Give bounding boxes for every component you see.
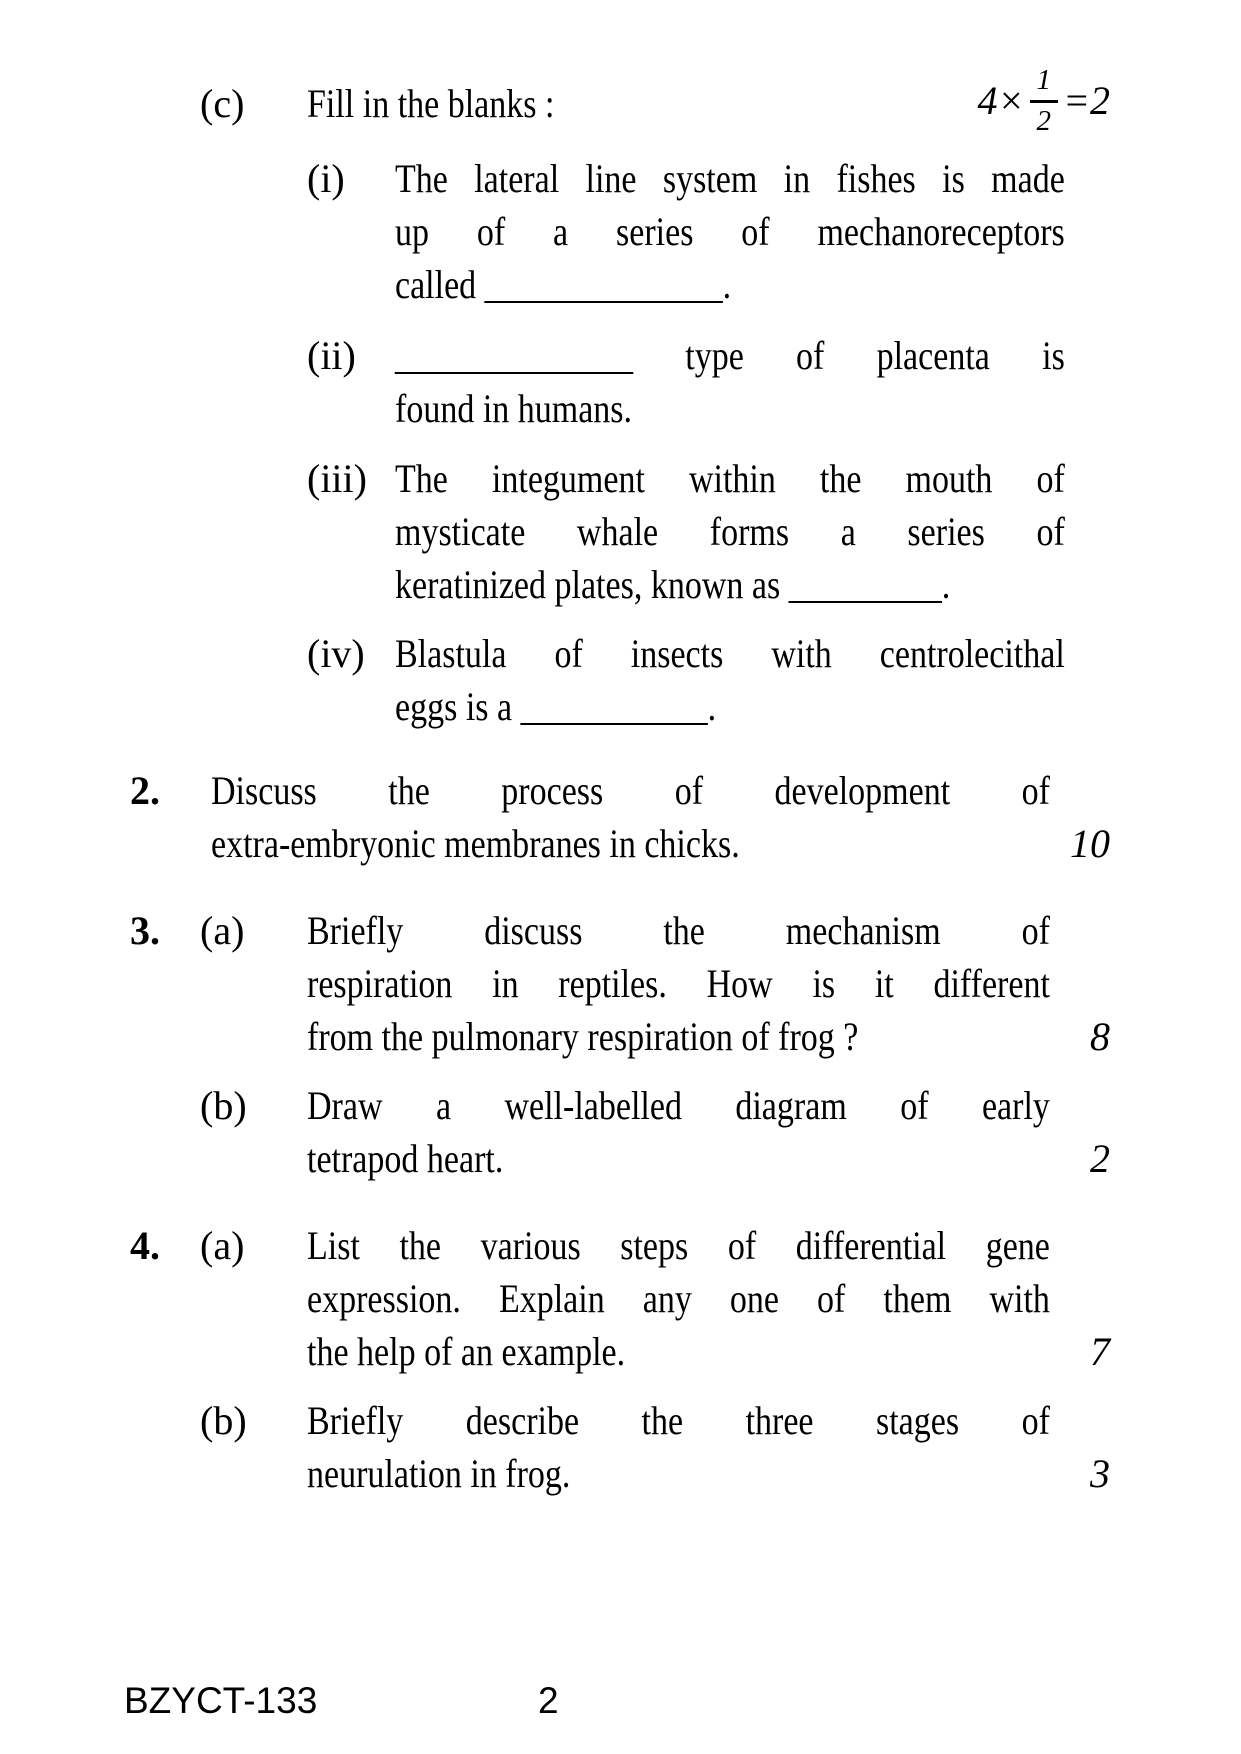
text-line: expression. Explain any one of them with bbox=[307, 1276, 1050, 1321]
text-line: found in humans. bbox=[395, 386, 633, 431]
question-number bbox=[130, 1079, 200, 1185]
question-number: 4. bbox=[130, 1223, 160, 1268]
text-line: Discuss the process of development of bbox=[211, 768, 1050, 813]
marks-formula bbox=[978, 65, 1111, 138]
text-line: respiration in reptiles. How is it different bbox=[307, 961, 1050, 1006]
text-line: tetrapod heart. bbox=[307, 1136, 504, 1181]
text-line: extra-embryonic membranes in chicks. bbox=[211, 821, 740, 866]
fill-item-ii bbox=[307, 329, 1110, 435]
formula-tail: =2 bbox=[1063, 78, 1110, 124]
item-label: (ii) bbox=[307, 333, 356, 378]
item-text bbox=[395, 452, 1065, 611]
question-4a bbox=[130, 1219, 1110, 1378]
question-3a bbox=[130, 904, 1110, 1063]
text-line: The integument within the mouth of bbox=[395, 456, 1065, 501]
fill-item-iii bbox=[307, 452, 1110, 611]
fraction-denominator: 2 bbox=[1036, 104, 1051, 137]
question-number bbox=[130, 1394, 200, 1500]
fraction-numerator: 1 bbox=[1030, 65, 1059, 103]
course-code: BZYCT-133 bbox=[124, 1680, 318, 1721]
fill-item-i bbox=[307, 152, 1110, 311]
question-text bbox=[307, 904, 1050, 1063]
item-label: (iv) bbox=[307, 631, 365, 676]
page-number: 2 bbox=[538, 1680, 559, 1721]
text-line: up of a series of mechanoreceptors bbox=[395, 209, 1065, 254]
text-line: from the pulmonary respiration of frog ? bbox=[307, 1014, 859, 1059]
question-text bbox=[211, 764, 1050, 870]
text-line-with-blank: called ______________. bbox=[395, 262, 732, 307]
section-letter: (c) bbox=[200, 81, 245, 126]
marks-value: 7 bbox=[1090, 1329, 1110, 1374]
text-line: Blastula of insects with centrolecithal bbox=[395, 631, 1065, 676]
text-line-with-blank: eggs is a ___________. bbox=[395, 684, 717, 729]
question-letter: (a) bbox=[200, 908, 245, 953]
question-3b bbox=[130, 1079, 1110, 1185]
marks-value: 3 bbox=[1090, 1451, 1110, 1496]
marks-value: 10 bbox=[1070, 821, 1110, 866]
section-c-header bbox=[130, 64, 1110, 137]
question-2 bbox=[130, 764, 1110, 870]
text-line: Draw a well-labelled diagram of early bbox=[307, 1083, 1050, 1128]
question-letter: (a) bbox=[200, 1223, 245, 1268]
item-label: (iii) bbox=[307, 456, 367, 501]
question-text bbox=[307, 1079, 1050, 1185]
text-line: neurulation in frog. bbox=[307, 1451, 571, 1496]
question-number: 3. bbox=[130, 908, 160, 953]
text-line-with-blank: keratinized plates, known as _________. bbox=[395, 562, 951, 607]
question-letter: (b) bbox=[200, 1398, 247, 1443]
question-text bbox=[307, 1394, 1050, 1500]
text-line: mysticate whale forms a series of bbox=[395, 509, 1065, 554]
question-letter: (b) bbox=[200, 1083, 247, 1128]
text-line: Briefly discuss the mechanism of bbox=[307, 908, 1050, 953]
text-line: List the various steps of differential gene bbox=[307, 1223, 1050, 1268]
item-label: (i) bbox=[307, 156, 345, 201]
formula-fraction bbox=[1030, 65, 1059, 138]
question-text bbox=[307, 1219, 1050, 1378]
marks-value: 8 bbox=[1090, 1014, 1110, 1059]
text-line: the help of an example. bbox=[307, 1329, 626, 1374]
formula-lead: 4× bbox=[977, 78, 1025, 124]
text-line: The lateral line system in fishes is made bbox=[395, 156, 1065, 201]
text-line: Briefly describe the three stages of bbox=[307, 1398, 1050, 1443]
question-number: 2. bbox=[130, 768, 160, 813]
page-content bbox=[130, 0, 1110, 1500]
item-text bbox=[395, 329, 1065, 435]
item-text bbox=[395, 627, 1065, 733]
section-title: Fill in the blanks : bbox=[307, 81, 555, 126]
fill-item-iv bbox=[307, 627, 1110, 733]
marks-value: 2 bbox=[1090, 1136, 1110, 1181]
text-line-with-blank: ______________ type of placenta is bbox=[395, 333, 1065, 378]
question-4b bbox=[130, 1394, 1110, 1500]
item-text bbox=[395, 152, 1065, 311]
